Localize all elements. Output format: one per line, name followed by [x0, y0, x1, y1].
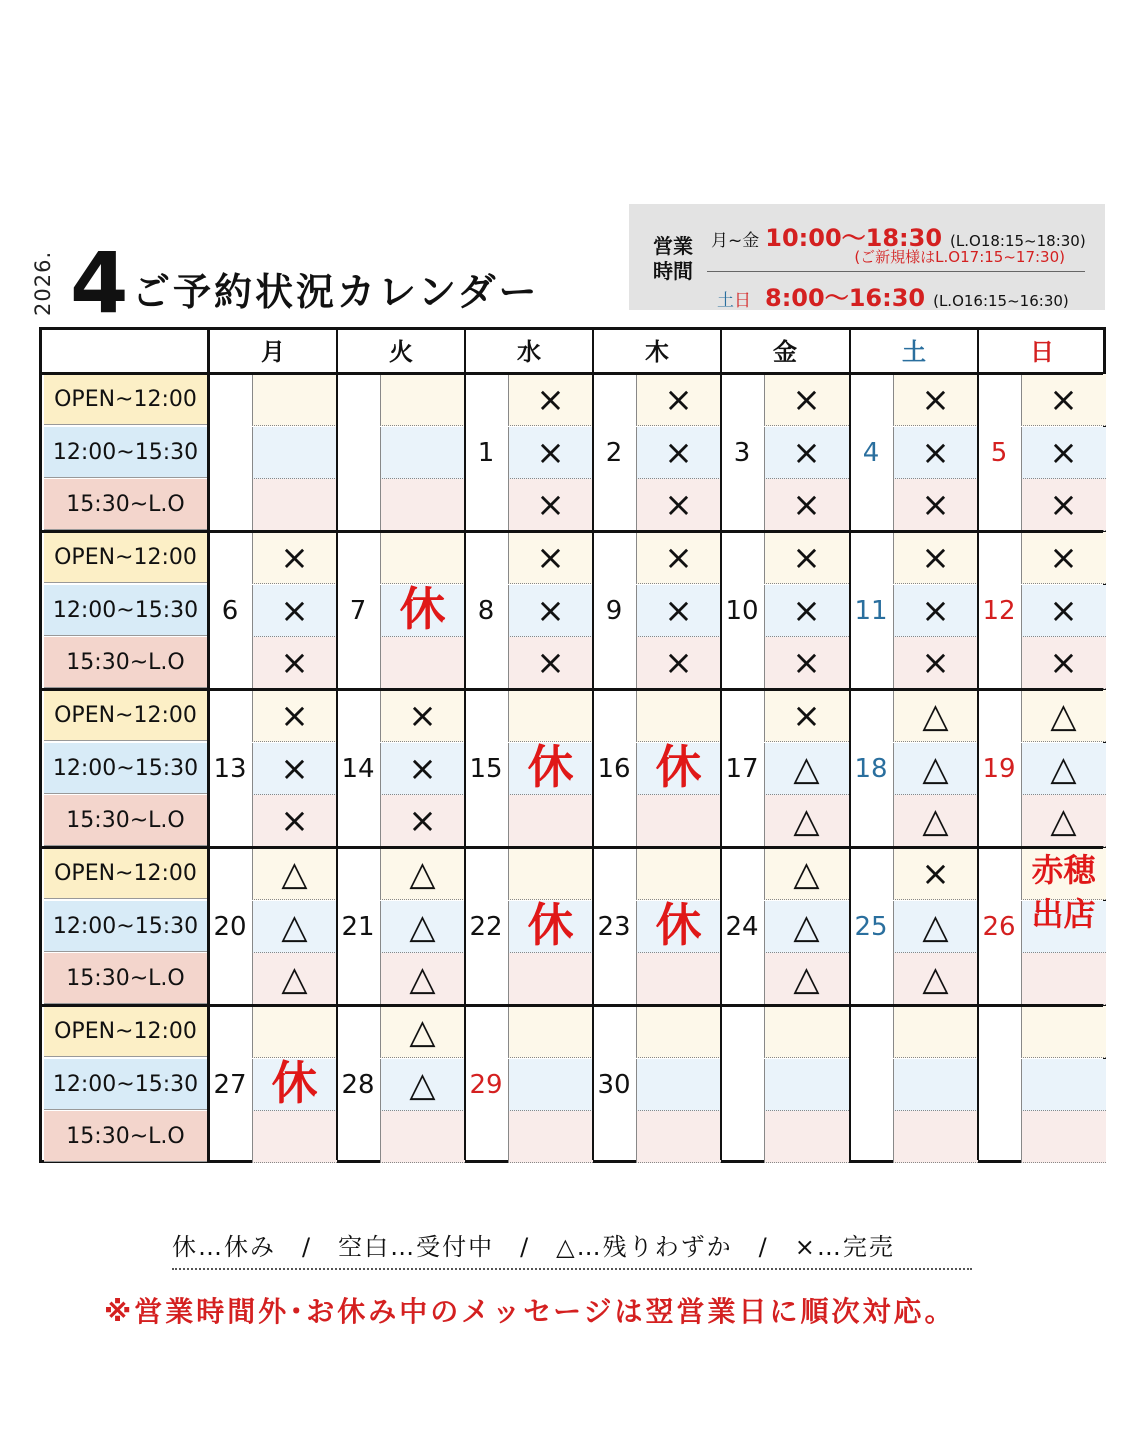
- time-slot-label: 15:30~L.O: [44, 479, 207, 530]
- availability-mark: ×: [280, 643, 309, 684]
- date-number: 14: [341, 753, 375, 784]
- availability-cell: [508, 795, 593, 847]
- availability-mark: ×: [792, 590, 821, 631]
- availability-mark: ×: [280, 748, 309, 789]
- grid-line-horizontal: [42, 1004, 1103, 1007]
- time-slot-label: OPEN~12:00: [44, 848, 207, 899]
- availability-mark: ×: [792, 432, 821, 473]
- date-number: 26: [982, 911, 1016, 942]
- availability-mark: ×: [1049, 432, 1078, 473]
- sunday-label: 日: [734, 291, 751, 311]
- availability-cell: [252, 374, 337, 426]
- weekday-time: 10:00～18:30: [765, 224, 943, 252]
- grid-line-vertical: [849, 330, 851, 1160]
- business-hours-label: 営業時間: [653, 234, 693, 283]
- availability-cell: [636, 953, 721, 1005]
- time-slot-label: 12:00~15:30: [44, 427, 207, 478]
- time-slot-label: 12:00~15:30: [44, 1059, 207, 1110]
- date-number: 22: [469, 911, 503, 942]
- availability-cell: [1021, 1059, 1106, 1111]
- availability-cell: [893, 1006, 978, 1058]
- availability-mark: ×: [664, 538, 693, 578]
- availability-mark: ×: [792, 485, 821, 526]
- closed-marker: 休: [527, 739, 574, 794]
- time-slot-label: OPEN~12:00: [44, 532, 207, 583]
- availability-cell: [636, 1059, 721, 1111]
- availability-cell: [252, 1006, 337, 1058]
- availability-mark: ×: [536, 432, 565, 473]
- date-number: 21: [341, 911, 375, 942]
- availability-mark: △: [281, 959, 308, 1000]
- availability-mark: ×: [664, 432, 693, 473]
- availability-cell: [636, 690, 721, 742]
- availability-mark: ×: [280, 590, 309, 631]
- date-number: 7: [349, 595, 367, 626]
- availability-mark: △: [922, 801, 949, 842]
- grid-line-vertical: [720, 330, 722, 1160]
- date-number: 19: [982, 753, 1016, 784]
- date-number: 23: [597, 911, 631, 942]
- time-slot-label: 15:30~L.O: [44, 795, 207, 846]
- availability-cell: [380, 532, 465, 584]
- date-number: 17: [725, 753, 759, 784]
- availability-mark: ×: [1049, 538, 1078, 578]
- availability-cell: [252, 427, 337, 479]
- date-number: 27: [213, 1069, 247, 1100]
- event-line-1: 赤穂: [1031, 851, 1096, 889]
- page-title: ご予約状況カレンダー: [132, 270, 540, 314]
- closed-marker: 休: [655, 897, 702, 952]
- reservation-calendar: [39, 327, 1106, 1163]
- legend: 休…休み / 空白…受付中 / △…残りわずか / ×…完売: [172, 1228, 972, 1270]
- availability-mark: △: [922, 906, 949, 947]
- availability-mark: ×: [921, 432, 950, 473]
- availability-cell: [380, 1111, 465, 1163]
- date-number: 29: [469, 1069, 503, 1100]
- event-line-2: 出店: [1031, 895, 1096, 933]
- availability-cell: [380, 637, 465, 689]
- saturday-label: 土: [717, 291, 734, 311]
- availability-cell: [1021, 953, 1106, 1005]
- availability-mark: ×: [280, 538, 309, 578]
- date-number: 2: [605, 437, 623, 468]
- availability-cell: [1021, 1006, 1106, 1058]
- grid-line-horizontal: [42, 688, 1103, 691]
- availability-cell: [508, 1059, 593, 1111]
- availability-mark: ×: [921, 590, 950, 631]
- closed-marker: 休: [655, 739, 702, 794]
- grid-line-vertical: [207, 330, 210, 1160]
- weekend-last-order: (L.O16:15~16:30): [933, 292, 1069, 310]
- month-number: 4: [70, 234, 129, 332]
- availability-mark: △: [922, 748, 949, 789]
- availability-mark: ×: [792, 538, 821, 578]
- availability-cell: [1021, 1111, 1106, 1163]
- time-slot-label: 12:00~15:30: [44, 743, 207, 794]
- date-number: 9: [605, 595, 623, 626]
- availability-cell: [636, 848, 721, 900]
- availability-cell: [252, 479, 337, 531]
- date-number: 8: [477, 595, 495, 626]
- weekday-header: 月: [261, 338, 285, 366]
- date-number: 24: [725, 911, 759, 942]
- time-slot-label: OPEN~12:00: [44, 690, 207, 741]
- hours-divider: [707, 271, 1085, 272]
- weekend-time: 8:00～16:30: [765, 284, 926, 312]
- availability-mark: △: [1050, 748, 1077, 789]
- weekday-header: 金: [773, 338, 797, 366]
- availability-mark: ×: [792, 696, 821, 736]
- availability-mark: ×: [1049, 643, 1078, 684]
- date-number: 20: [213, 911, 247, 942]
- weekday-header: 火: [389, 338, 413, 366]
- availability-mark: △: [793, 854, 820, 894]
- availability-cell: [508, 953, 593, 1005]
- event-label: [1021, 848, 1106, 936]
- weekday-header: 土: [902, 338, 926, 366]
- availability-mark: ×: [536, 380, 565, 420]
- grid-line-horizontal: [42, 846, 1103, 849]
- availability-mark: ×: [536, 538, 565, 578]
- closed-marker: 休: [271, 1055, 318, 1110]
- weekday-last-order: (L.O18:15~18:30): [950, 232, 1086, 250]
- availability-mark: ×: [921, 643, 950, 684]
- availability-mark: ×: [408, 696, 437, 736]
- date-number: 1: [477, 437, 495, 468]
- date-number: 13: [213, 753, 247, 784]
- weekday-header: 水: [517, 338, 541, 366]
- availability-mark: △: [793, 906, 820, 947]
- availability-mark: ×: [1049, 590, 1078, 631]
- availability-cell: [636, 1006, 721, 1058]
- time-slot-label: 15:30~L.O: [44, 1111, 207, 1162]
- date-number: 6: [221, 595, 239, 626]
- availability-mark: ×: [792, 380, 821, 420]
- closed-marker: 休: [399, 581, 446, 636]
- date-number: 11: [854, 595, 888, 626]
- availability-cell: [508, 848, 593, 900]
- availability-mark: △: [922, 959, 949, 1000]
- year-label: 2026.: [31, 250, 55, 316]
- availability-cell: [252, 1111, 337, 1163]
- availability-cell: [380, 427, 465, 479]
- grid-line-vertical: [592, 330, 594, 1160]
- availability-cell: [380, 374, 465, 426]
- time-slot-label: 15:30~L.O: [44, 637, 207, 688]
- grid-line-vertical: [464, 330, 466, 1160]
- date-number: 25: [854, 911, 888, 942]
- weekend-hours-row: [717, 278, 1069, 313]
- availability-mark: △: [793, 959, 820, 1000]
- availability-mark: ×: [921, 380, 950, 420]
- date-number: 18: [854, 753, 888, 784]
- availability-mark: ×: [1049, 485, 1078, 526]
- date-number: 16: [597, 753, 631, 784]
- availability-mark: △: [409, 959, 436, 1000]
- availability-mark: ×: [792, 643, 821, 684]
- availability-cell: [764, 1006, 849, 1058]
- availability-mark: ×: [664, 485, 693, 526]
- availability-mark: ×: [536, 643, 565, 684]
- grid-line-vertical: [977, 330, 979, 1160]
- availability-mark: △: [409, 1012, 436, 1052]
- date-number: 5: [990, 437, 1008, 468]
- availability-mark: △: [1050, 801, 1077, 842]
- availability-cell: [508, 690, 593, 742]
- grid-line-horizontal: [42, 530, 1103, 533]
- notice: ※営業時間外･お休み中のメッセージは翌営業日に順次対応。: [104, 1295, 956, 1328]
- availability-cell: [893, 1111, 978, 1163]
- date-number: 15: [469, 753, 503, 784]
- new-customer-note: (ご新規様はL.O17:15~17:30): [854, 248, 1065, 266]
- grid-line-vertical: [336, 330, 338, 1160]
- time-slot-label: OPEN~12:00: [44, 1006, 207, 1057]
- availability-mark: △: [409, 906, 436, 947]
- availability-mark: ×: [664, 590, 693, 631]
- date-number: 28: [341, 1069, 375, 1100]
- availability-mark: △: [281, 854, 308, 894]
- availability-cell: [380, 479, 465, 531]
- availability-cell: [636, 1111, 721, 1163]
- date-number: 3: [733, 437, 751, 468]
- availability-cell: [764, 1059, 849, 1111]
- availability-mark: △: [793, 748, 820, 789]
- closed-marker: 休: [527, 897, 574, 952]
- availability-mark: ×: [280, 801, 309, 842]
- availability-mark: ×: [408, 801, 437, 842]
- time-slot-label: 12:00~15:30: [44, 901, 207, 952]
- availability-mark: △: [922, 696, 949, 736]
- availability-cell: [636, 795, 721, 847]
- time-slot-label: OPEN~12:00: [44, 374, 207, 425]
- availability-mark: ×: [280, 696, 309, 736]
- date-number: 10: [725, 595, 759, 626]
- availability-mark: △: [409, 1064, 436, 1105]
- weekday-header: 日: [1030, 338, 1054, 366]
- availability-mark: △: [793, 801, 820, 842]
- availability-mark: ×: [921, 854, 950, 894]
- weekday-header: 木: [645, 338, 669, 366]
- time-slot-label: 12:00~15:30: [44, 585, 207, 636]
- availability-mark: ×: [1049, 380, 1078, 420]
- grid-line-horizontal: [42, 372, 1103, 375]
- date-number: 30: [597, 1069, 631, 1100]
- availability-mark: ×: [536, 590, 565, 631]
- availability-mark: ×: [408, 748, 437, 789]
- availability-mark: ×: [664, 380, 693, 420]
- business-hours-box: [629, 204, 1105, 310]
- time-slot-label: 15:30~L.O: [44, 953, 207, 1004]
- weekday-days: 月~金: [711, 231, 760, 251]
- availability-mark: ×: [921, 538, 950, 578]
- availability-mark: △: [1050, 696, 1077, 736]
- availability-cell: [508, 1006, 593, 1058]
- availability-mark: △: [281, 906, 308, 947]
- availability-mark: ×: [536, 485, 565, 526]
- date-number: 12: [982, 595, 1016, 626]
- availability-mark: ×: [921, 485, 950, 526]
- availability-mark: △: [409, 854, 436, 894]
- availability-mark: ×: [664, 643, 693, 684]
- availability-cell: [893, 1059, 978, 1111]
- date-number: 4: [862, 437, 880, 468]
- availability-cell: [508, 1111, 593, 1163]
- availability-cell: [764, 1111, 849, 1163]
